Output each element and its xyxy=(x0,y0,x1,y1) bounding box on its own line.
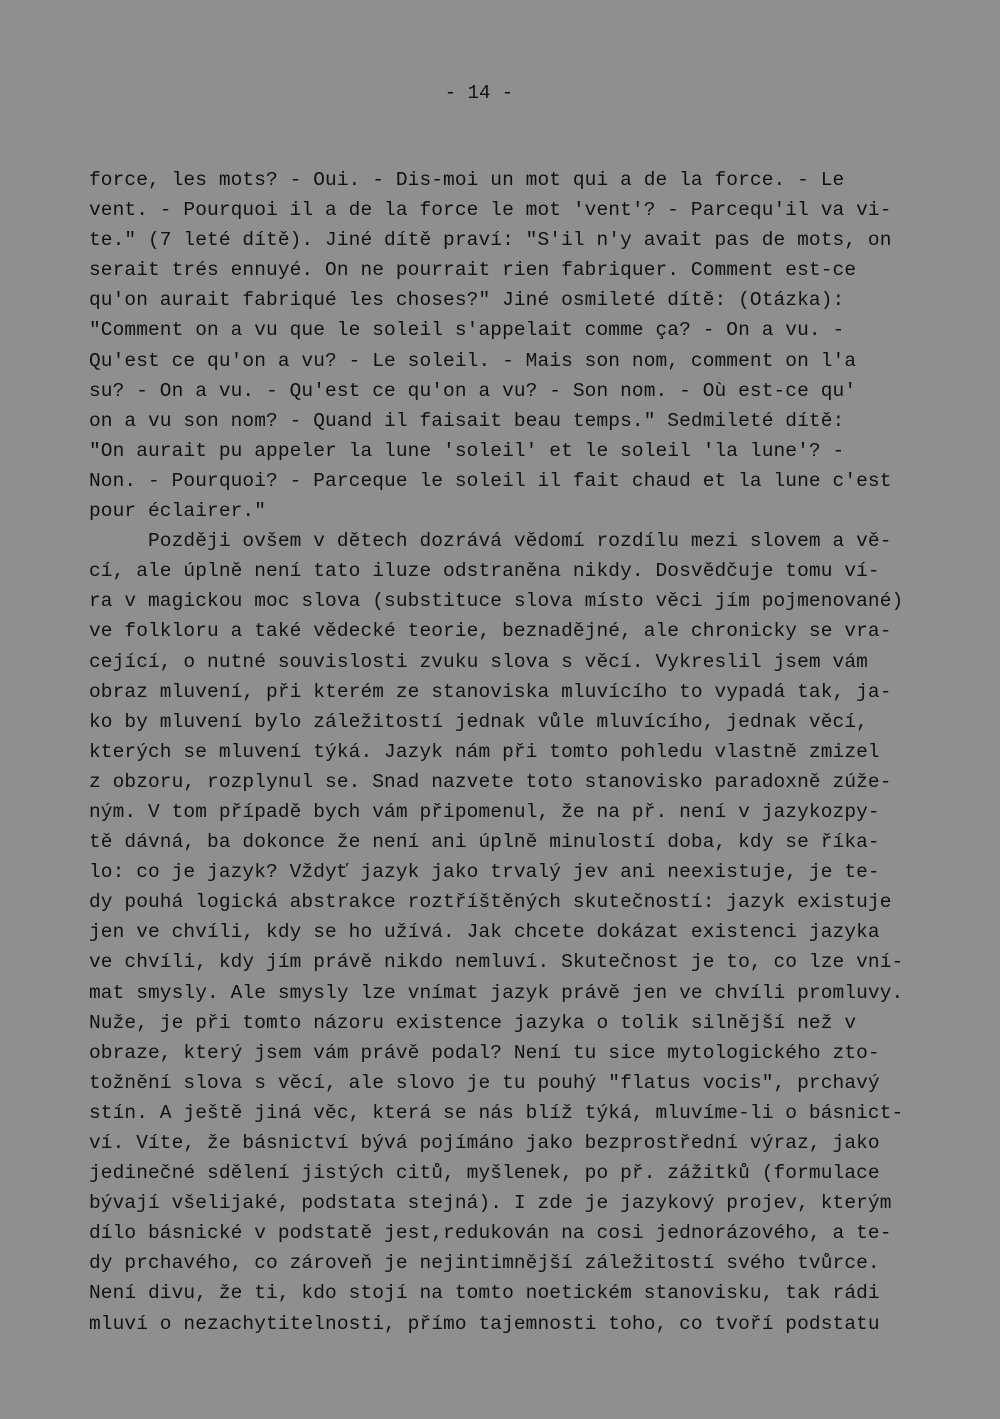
text-line: "On aurait pu appeler la lune 'soleil' et le soleil 'la lune'? - xyxy=(89,439,845,462)
text-line: dílo básnické v podstatě jest,redukován na cosi jednorázového, a te- xyxy=(89,1222,892,1245)
text-line: Nuže, je při tomto názoru existence jazyka o tolik silnější než v xyxy=(89,1011,857,1034)
text-line: Později ovšem v dětech dozrává vědomí rozdílu mezi slovem a vě- xyxy=(89,530,892,553)
text-line: dy pouhá logická abstrakce roztříštěných skutečností: jazyk existuje xyxy=(89,891,892,914)
text-line: z obzoru, rozplynul se. Snad nazvete toto stanovisko paradoxně zúže- xyxy=(89,770,892,793)
text-line: dy prchavého, co zároveň je nejintimnější záležitostí svého tvůrce. xyxy=(89,1252,880,1275)
text-line: "Comment on a vu que le soleil s'appelait comme ça? - On a vu. - xyxy=(89,319,845,342)
body-text xyxy=(89,165,929,1339)
text-line: force, les mots? - Oui. - Dis-moi un mot qui a de la force. - Le xyxy=(89,169,845,191)
text-line: su? - On a vu. - Qu'est ce qu'on a vu? - Son nom. - Où est-ce qu' xyxy=(89,379,857,402)
text-line: tě dávná, ba dokonce že není ani úplně minulostí doba, kdy se říka- xyxy=(89,831,880,854)
text-line: serait trés ennuyé. On ne pourrait rien fabriquer. Comment est-ce xyxy=(89,259,857,282)
text-line: vent. - Pourquoi il a de la force le mot 'vent'? - Parcequ'il va vi- xyxy=(89,199,892,222)
text-line: Není divu, že ti, kdo stojí na tomto noetickém stanovisku, tak rádi xyxy=(89,1282,880,1305)
text-line: stín. A ještě jiná věc, která se nás blíž týká, mluvíme-li o básnict- xyxy=(89,1101,904,1124)
text-line: obraz mluvení, při kterém ze stanoviska mluvícího to vypadá tak, ja- xyxy=(89,680,892,703)
text-line: tožnění slova s věcí, ale slovo je tu pouhý "flatus vocis", prchavý xyxy=(89,1071,880,1094)
text-line: obraze, který jsem vám právě podal? Není tu sice mytologického zto- xyxy=(89,1041,880,1064)
text-line: ným. V tom případě bych vám připomenul, že na př. není v jazykozpy- xyxy=(89,800,880,823)
text-line: jen ve chvíli, kdy se ho užívá. Jak chcete dokázat existenci jazyka xyxy=(89,921,880,944)
text-line: Non. - Pourquoi? - Parceque le soleil il fait chaud et la lune c'est xyxy=(89,469,892,492)
text-line: pour éclairer." xyxy=(89,500,267,523)
text-line: ko by mluvení bylo záležitostí jednak vůle mluvícího, jednak věcí, xyxy=(89,710,868,733)
text-line: jedinečné sdělení jistých citů, myšlenek, po př. zážitků (formulace xyxy=(89,1162,880,1185)
text-line: qu'on aurait fabriqué les choses?" Jiné osmileté dítě: (Otázka): xyxy=(89,289,845,312)
text-line: kterých se mluvení týká. Jazyk nám při tomto pohledu vlastně zmizel xyxy=(89,740,880,763)
text-line: mat smysly. Ale smysly lze vnímat jazyk právě jen ve chvíli promluvy. xyxy=(89,981,904,1004)
page-number: - 14 - xyxy=(444,82,514,104)
text-line: mluví o nezachytitelnosti, přímo tajemnosti toho, co tvoří podstatu xyxy=(89,1312,880,1335)
text-line: Qu'est ce qu'on a vu? - Le soleil. - Mais son nom, comment on l'a xyxy=(89,349,857,372)
text-line: cí, ale úplně není tato iluze odstraněna nikdy. Dosvědčuje tomu ví- xyxy=(89,560,880,583)
text-line: cející, o nutné souvislosti zvuku slova s věcí. Vykreslil jsem vám xyxy=(89,650,868,673)
text-line: ví. Víte, že básnictví bývá pojímáno jako bezprostřední výraz, jako xyxy=(89,1132,880,1154)
text-line: bývají všelijaké, podstata stejná). I zde je jazykový projev, kterým xyxy=(89,1192,892,1215)
text-line: ve chvíli, kdy jím právě nikdo nemluví. Skutečnost je to, co lze vní- xyxy=(89,951,904,974)
text-line: te." (7 leté dítě). Jiné dítě praví: "S'il n'y avait pas de mots, on xyxy=(89,229,892,252)
text-line: on a vu son nom? - Quand il faisait beau temps." Sedmileté dítě: xyxy=(89,409,845,432)
text-line: ve folkloru a také vědecké teorie, beznadějné, ale chronicky se vra- xyxy=(89,620,892,643)
text-line: lo: co je jazyk? Vždyť jazyk jako trvalý jev ani neexistuje, je te- xyxy=(89,861,880,884)
text-line: ra v magickou moc slova (substituce slova místo věci jím pojmenované) xyxy=(89,590,904,613)
